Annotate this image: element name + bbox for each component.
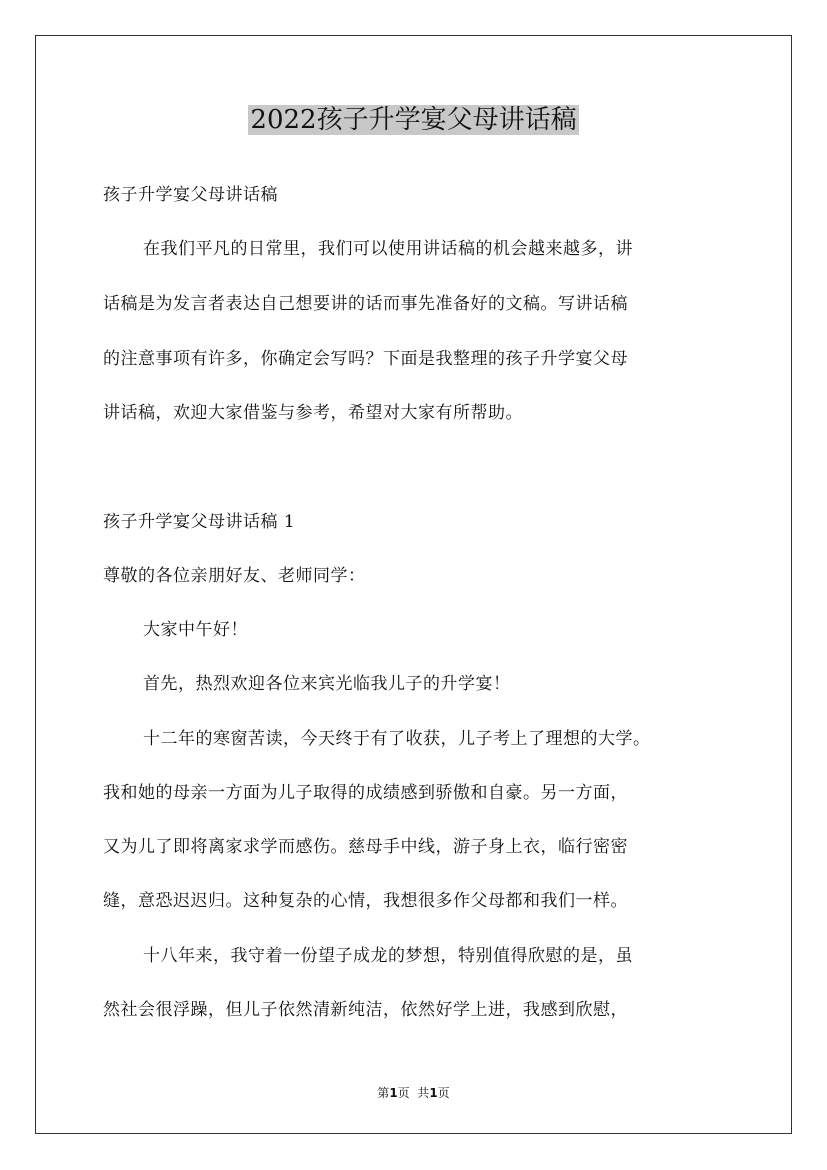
intro-line-2: 话稿是为发言者表达自己想要讲的话而事先准备好的文稿。写讲话稿	[103, 294, 628, 314]
paragraph-a-line-4: 缝，意恐迟迟归。这种复杂的心情，我想很多作父母都和我们一样。	[103, 891, 628, 911]
salutation: 尊敬的各位亲朋好友、老师同学：	[103, 566, 366, 586]
footer-page-number: 1	[389, 1086, 398, 1100]
greeting: 大家中午好！	[143, 620, 248, 640]
paragraph-a-line-1: 十二年的寒窗苦读，今天终于有了收获，儿子考上了理想的大学。	[143, 729, 651, 749]
document-title-text: 2022孩子升学宴父母讲话稿	[250, 105, 577, 135]
paragraph-a-line-3: 又为儿了即将离家求学而感伤。慈母手中线，游子身上衣，临行密密	[103, 837, 628, 857]
section-heading: 孩子升学宴父母讲话稿 1	[103, 512, 296, 532]
intro-line-4: 讲话稿，欢迎大家借鉴与参考，希望对大家有所帮助。	[103, 403, 523, 423]
paragraph-b-line-2: 然社会很浮躁，但儿子依然清新纯洁，依然好学上进，我感到欣慰，	[103, 1000, 628, 1020]
footer-page-total: 1	[429, 1086, 438, 1100]
paragraph-b-line-1: 十八年来，我守着一份望子成龙的梦想，特别值得欣慰的是，虽	[143, 946, 633, 966]
intro-line-3: 的注意事项有许多，你确定会写吗？下面是我整理的孩子升学宴父母	[103, 349, 628, 369]
footer-prefix: 第	[377, 1086, 390, 1100]
footer-mid: 页 共	[397, 1086, 430, 1100]
page-footer	[0, 1085, 827, 1101]
intro-line-1: 在我们平凡的日常里，我们可以使用讲话稿的机会越来越多，讲	[143, 239, 633, 259]
footer-suffix: 页	[437, 1086, 450, 1100]
document-title	[0, 100, 827, 140]
welcome-line: 首先，热烈欢迎各位来宾光临我儿子的升学宴！	[143, 674, 511, 694]
paragraph-a-line-2: 我和她的母亲一方面为儿子取得的成绩感到骄傲和自豪。另一方面，	[103, 783, 628, 803]
document-subtitle: 孩子升学宴父母讲话稿	[103, 185, 278, 205]
